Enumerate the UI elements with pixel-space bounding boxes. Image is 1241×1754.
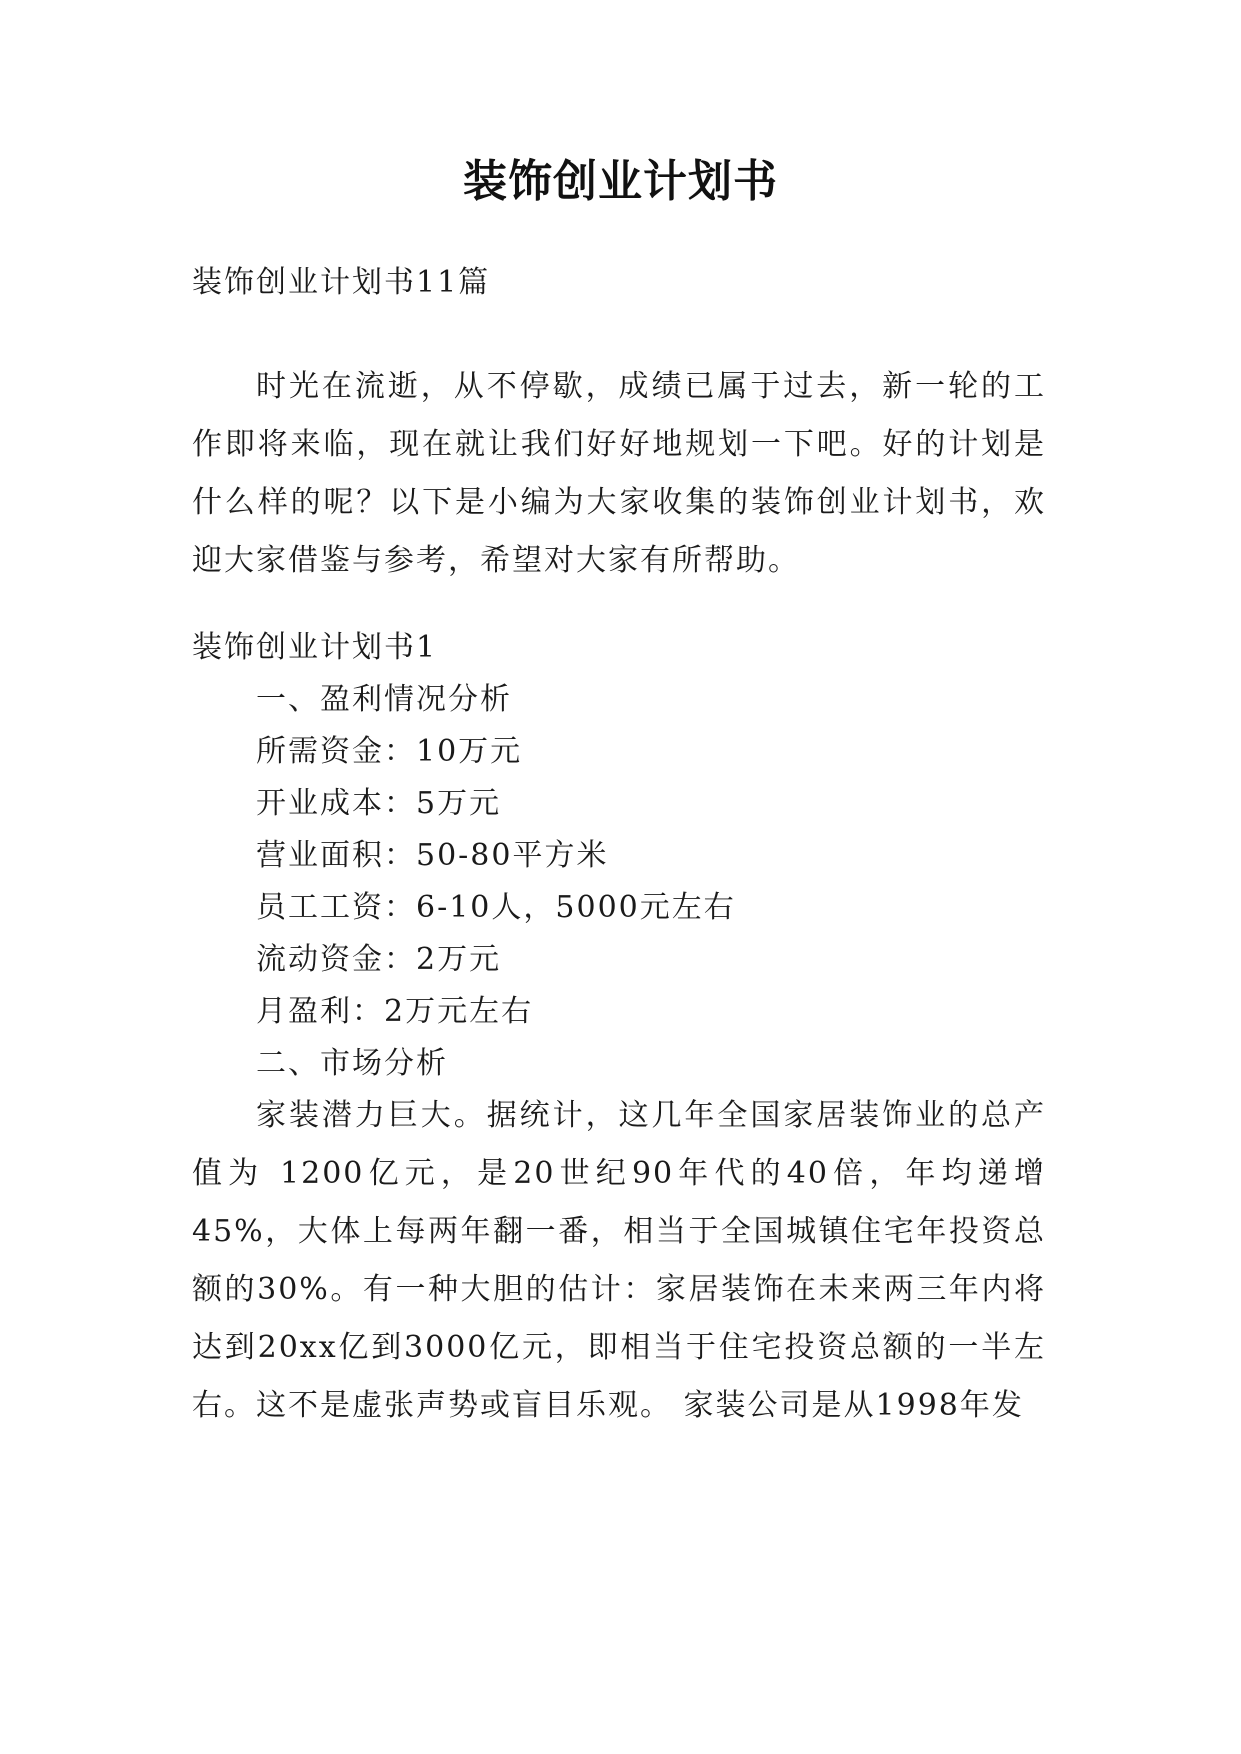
document-title: 装饰创业计划书 (463, 156, 778, 207)
part1-heading: 一、盈利情况分析 (256, 682, 512, 717)
market-paragraph: 家装潜力巨大。据统计，这几年全国家居装饰业的总产值为 1200亿元，是20世纪90年代的40倍，年均递增45%，大体上每两年翻一番，相当于全国城镇住宅年投资总额的30%。有一种大胆的估计：家居装饰在未来两三年内将达到20xx亿到3000亿元，即相当于住宅投资总额的一半左右。这不是虚张声势或盲目乐观。 家装公司是从1998年发 (192, 1098, 1046, 1423)
part2-heading: 二、市场分析 (256, 1046, 448, 1081)
list-item: 月盈利：2万元左右 (256, 994, 534, 1029)
list-item: 流动资金：2万元 (256, 942, 502, 977)
list-item: 营业面积：50-80平方米 (256, 838, 609, 873)
intro-paragraph: 时光在流逝，从不停歇，成绩已属于过去，新一轮的工作即将来临，现在就让我们好好地规划一下吧。好的计划是什么样的呢？以下是小编为大家收集的装饰创业计划书，欢迎大家借鉴与参考，希望对大家有所帮助。 (192, 369, 1046, 578)
document-subtitle: 装饰创业计划书11篇 (192, 265, 491, 300)
list-item: 所需资金：10万元 (256, 734, 523, 769)
list-item: 员工工资：6-10人，5000元左右 (256, 890, 736, 925)
section-heading: 装饰创业计划书1 (192, 630, 438, 665)
list-item: 开业成本：5万元 (256, 786, 502, 821)
